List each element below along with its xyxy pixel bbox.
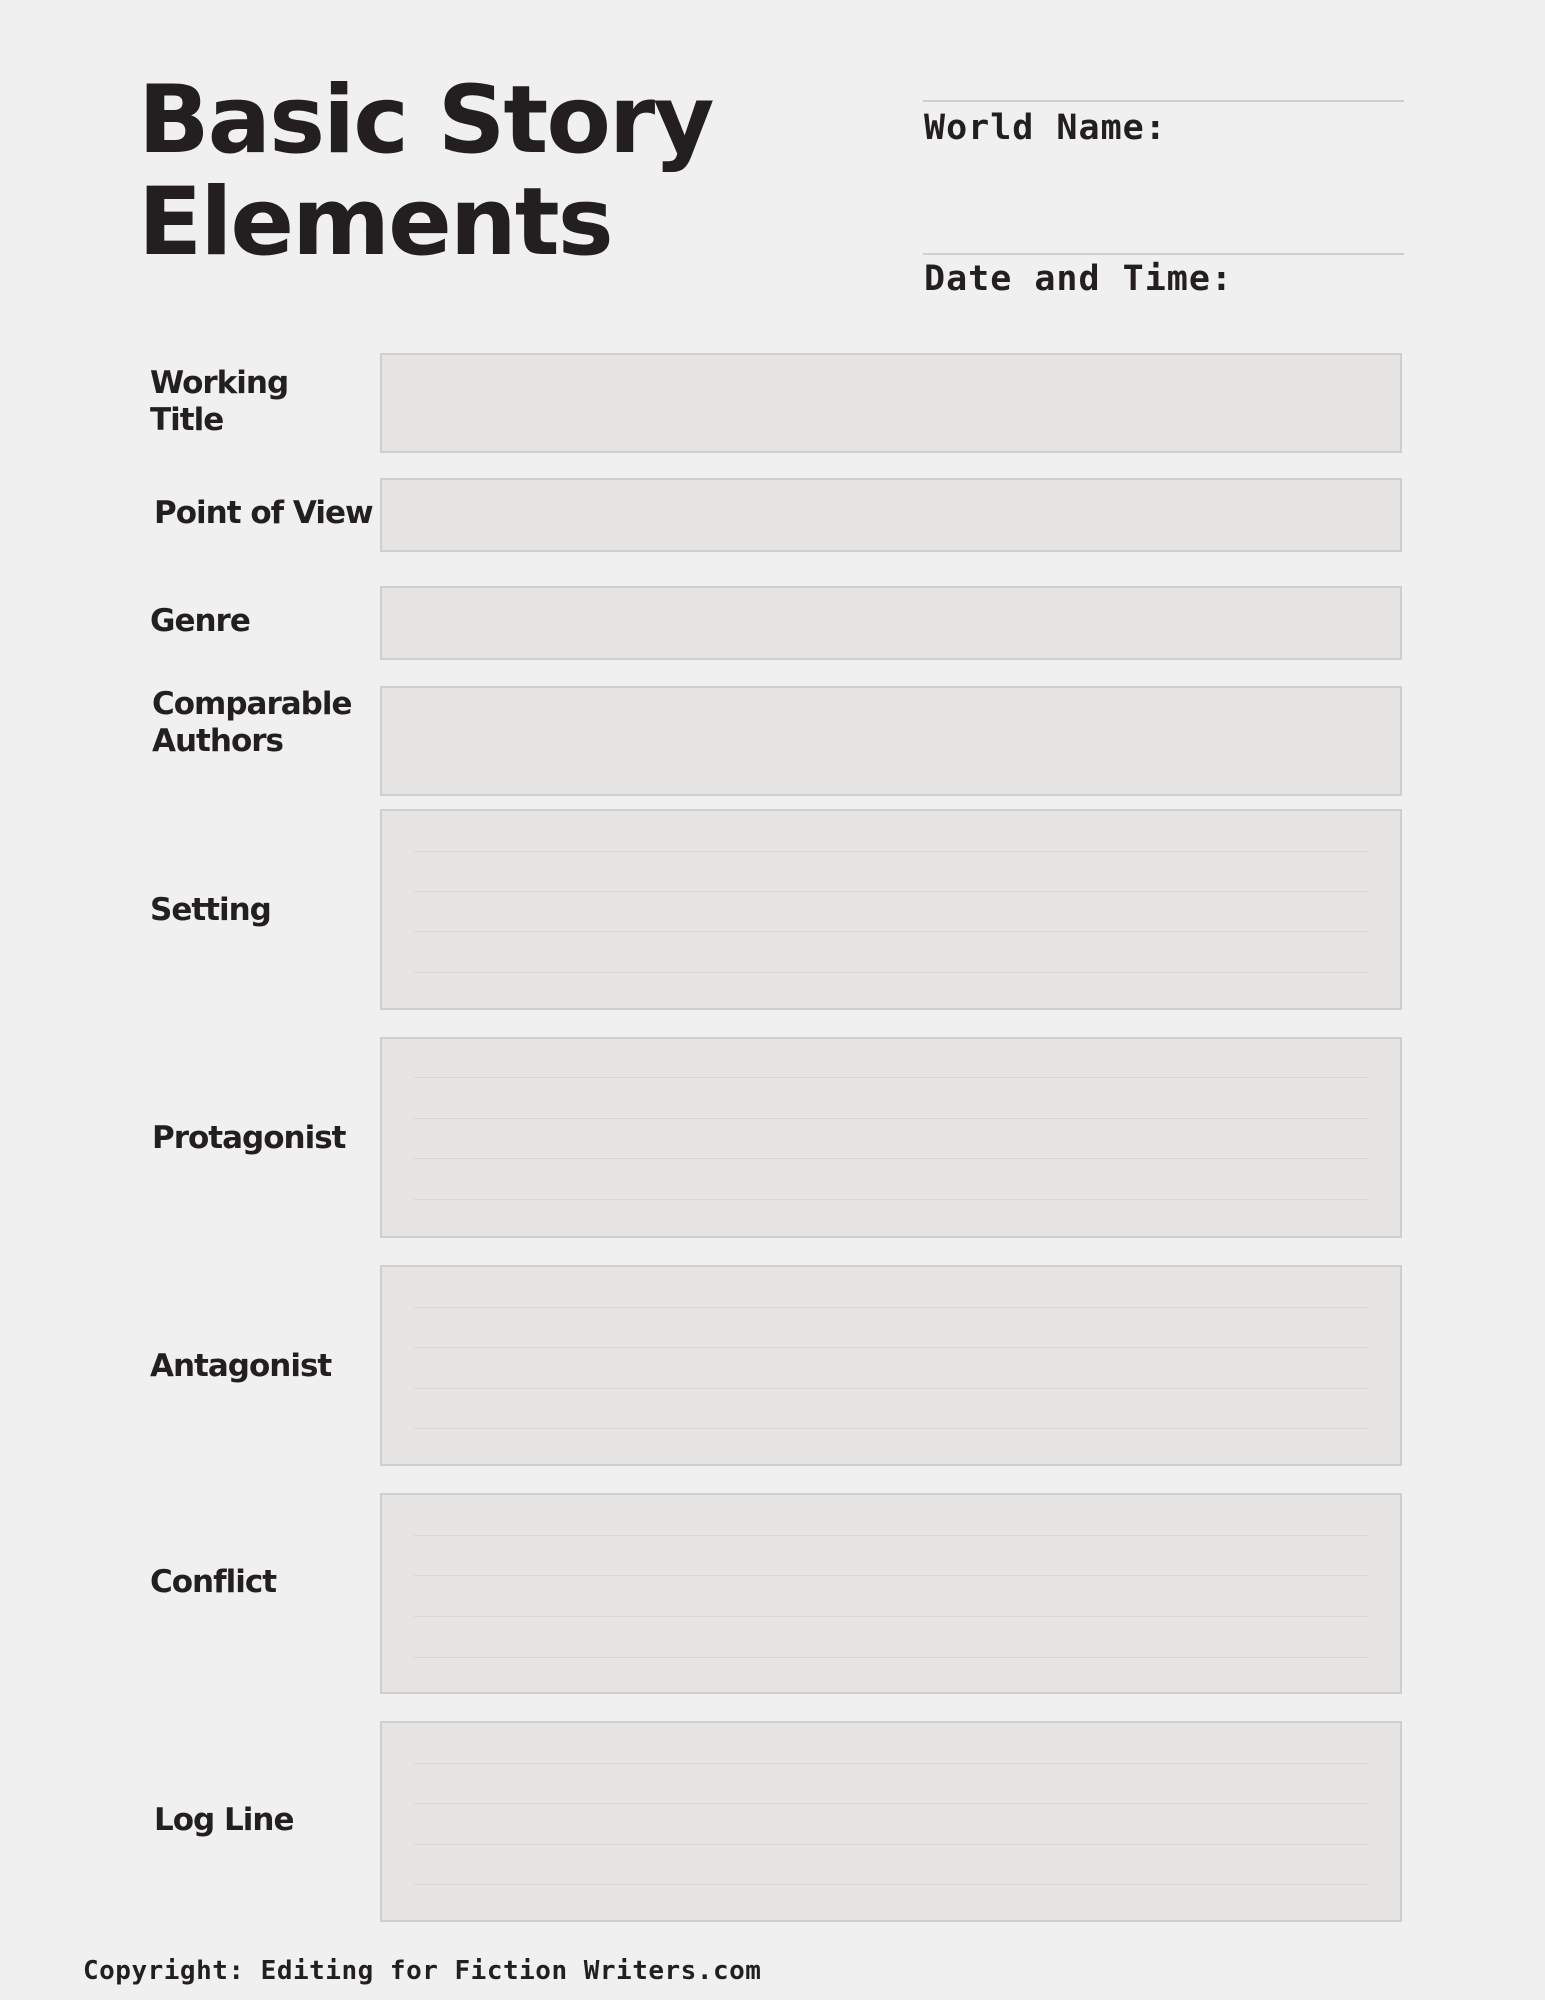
log-line-field[interactable] xyxy=(380,1721,1402,1922)
date-time-label: Date and Time: xyxy=(924,259,1234,299)
setting-field[interactable] xyxy=(380,809,1402,1010)
world-name-label: World Name: xyxy=(924,108,1167,148)
ruled-line xyxy=(414,1388,1368,1389)
antagonist-field[interactable] xyxy=(380,1265,1402,1466)
ruled-line xyxy=(414,1803,1368,1804)
ruled-line xyxy=(414,1844,1368,1845)
working-title-label: Working Title xyxy=(150,364,289,438)
setting-label: Setting xyxy=(150,891,271,928)
genre-label: Genre xyxy=(150,602,250,639)
ruled-line xyxy=(414,1347,1368,1348)
ruled-line xyxy=(414,1077,1368,1078)
ruled-line xyxy=(414,891,1368,892)
log-line-label: Log Line xyxy=(154,1801,294,1838)
genre-field[interactable] xyxy=(380,586,1402,660)
ruled-line xyxy=(414,1158,1368,1159)
antagonist-label: Antagonist xyxy=(150,1347,332,1384)
protagonist-field[interactable] xyxy=(380,1037,1402,1238)
copyright-footer: Copyright: Editing for Fiction Writers.com xyxy=(83,1956,762,1986)
ruled-line xyxy=(414,851,1368,852)
point-of-view-field[interactable] xyxy=(380,478,1402,552)
ruled-line xyxy=(414,1428,1368,1429)
working-title-field[interactable] xyxy=(380,353,1402,453)
ruled-line xyxy=(414,1307,1368,1308)
page-title: Basic Story Elements xyxy=(138,66,713,277)
ruled-line xyxy=(414,1763,1368,1764)
conflict-label: Conflict xyxy=(150,1563,277,1600)
ruled-line xyxy=(414,1657,1368,1658)
ruled-line xyxy=(414,1118,1368,1119)
ruled-line xyxy=(414,931,1368,932)
comparable-authors-field[interactable] xyxy=(380,686,1402,796)
point-of-view-label: Point of View xyxy=(154,494,373,531)
ruled-line xyxy=(414,972,1368,973)
ruled-line xyxy=(414,1884,1368,1885)
world-name-rule xyxy=(923,100,1404,102)
protagonist-label: Protagonist xyxy=(152,1119,346,1156)
ruled-line xyxy=(414,1199,1368,1200)
date-time-rule xyxy=(923,253,1404,255)
comparable-authors-label: Comparable Authors xyxy=(152,686,352,759)
ruled-line xyxy=(414,1535,1368,1536)
conflict-field[interactable] xyxy=(380,1493,1402,1694)
ruled-line xyxy=(414,1575,1368,1576)
ruled-line xyxy=(414,1616,1368,1617)
